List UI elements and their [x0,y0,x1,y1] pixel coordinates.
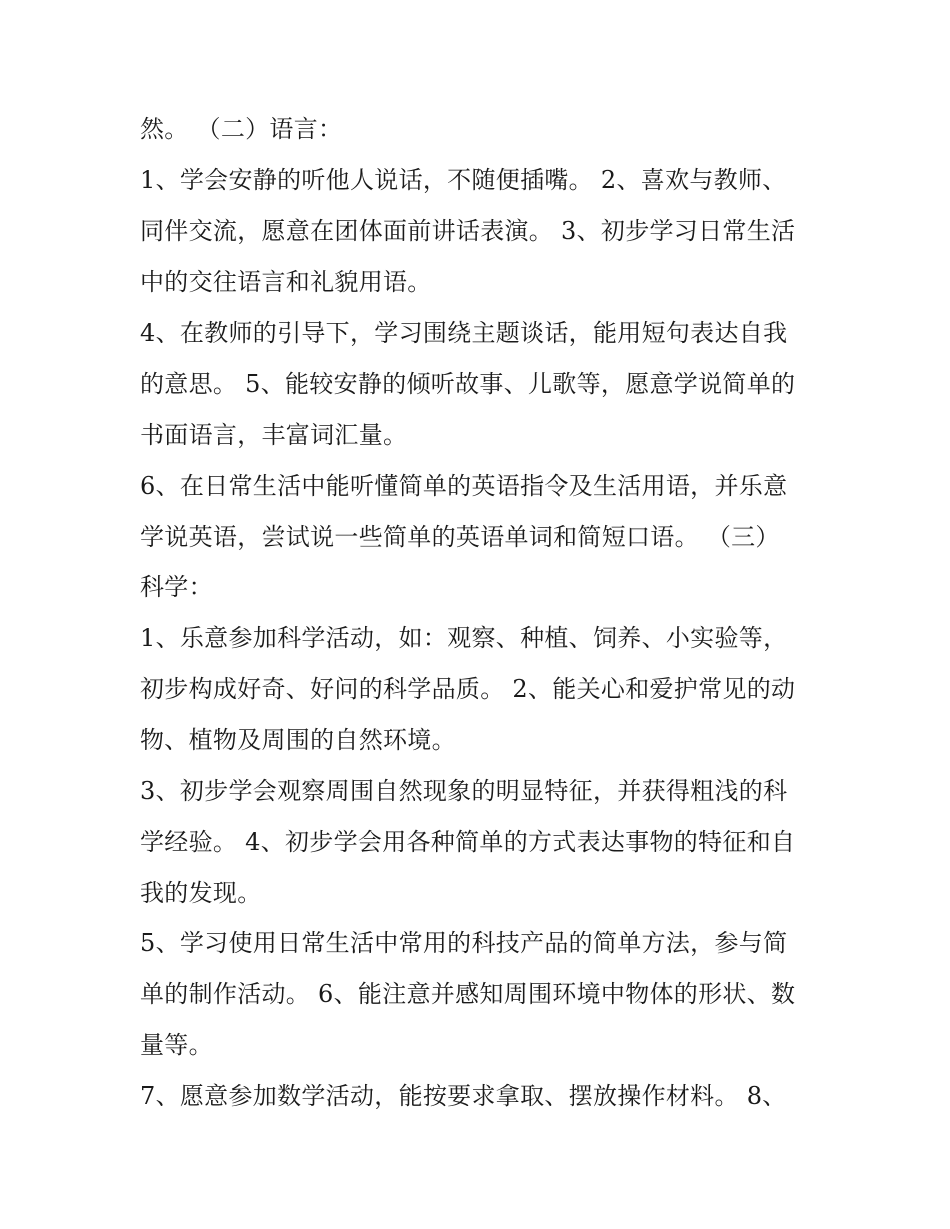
text-line: 初步构成好奇、好问的科学品质。 2、能关心和爱护常见的动 [140,675,796,703]
text-line: 5、学习使用日常生活中常用的科技产品的简单方法，参与简 [140,929,788,957]
text-line: 的意思。 5、能较安静的倾听故事、儿歌等，愿意学说简单的 [140,370,796,398]
text-line: 然。 （二）语言： [140,115,343,143]
text-line: 我的发现。 [140,879,262,907]
text-line: 学说英语，尝试说一些简单的英语单词和简短口语。 （三） [140,523,780,551]
text-line: 物、植物及周围的自然环境。 [140,726,456,754]
text-line: 学经验。 4、初步学会用各种简单的方式表达事物的特征和自 [140,828,796,856]
text-line: 4、在教师的引导下，学习围绕主题谈话，能用短句表达自我 [140,319,788,347]
text-line: 同伴交流，愿意在团体面前讲话表演。 3、初步学习日常生活 [140,217,796,245]
text-line: 书面语言，丰富词汇量。 [140,421,408,449]
text-line: 3、初步学会观察周围自然现象的明显特征，并获得粗浅的科 [140,777,788,805]
text-line: 1、学会安静的听他人说话，不随便插嘴。 2、喜欢与教师、 [140,166,787,194]
text-line: 1、乐意参加科学活动，如：观察、种植、饲养、小实验等， [140,624,788,652]
text-line: 7、愿意参加数学活动，能按要求拿取、摆放操作材料。 8、 [140,1082,787,1110]
text-line: 中的交往语言和礼貌用语。 [140,268,432,296]
text-line: 6、在日常生活中能听懂简单的英语指令及生活用语，并乐意 [140,472,788,500]
text-line: 单的制作活动。 6、能注意并感知周围环境中物体的形状、数 [140,980,796,1008]
text-line: 量等。 [140,1031,213,1059]
text-line: 科学： [140,573,213,601]
